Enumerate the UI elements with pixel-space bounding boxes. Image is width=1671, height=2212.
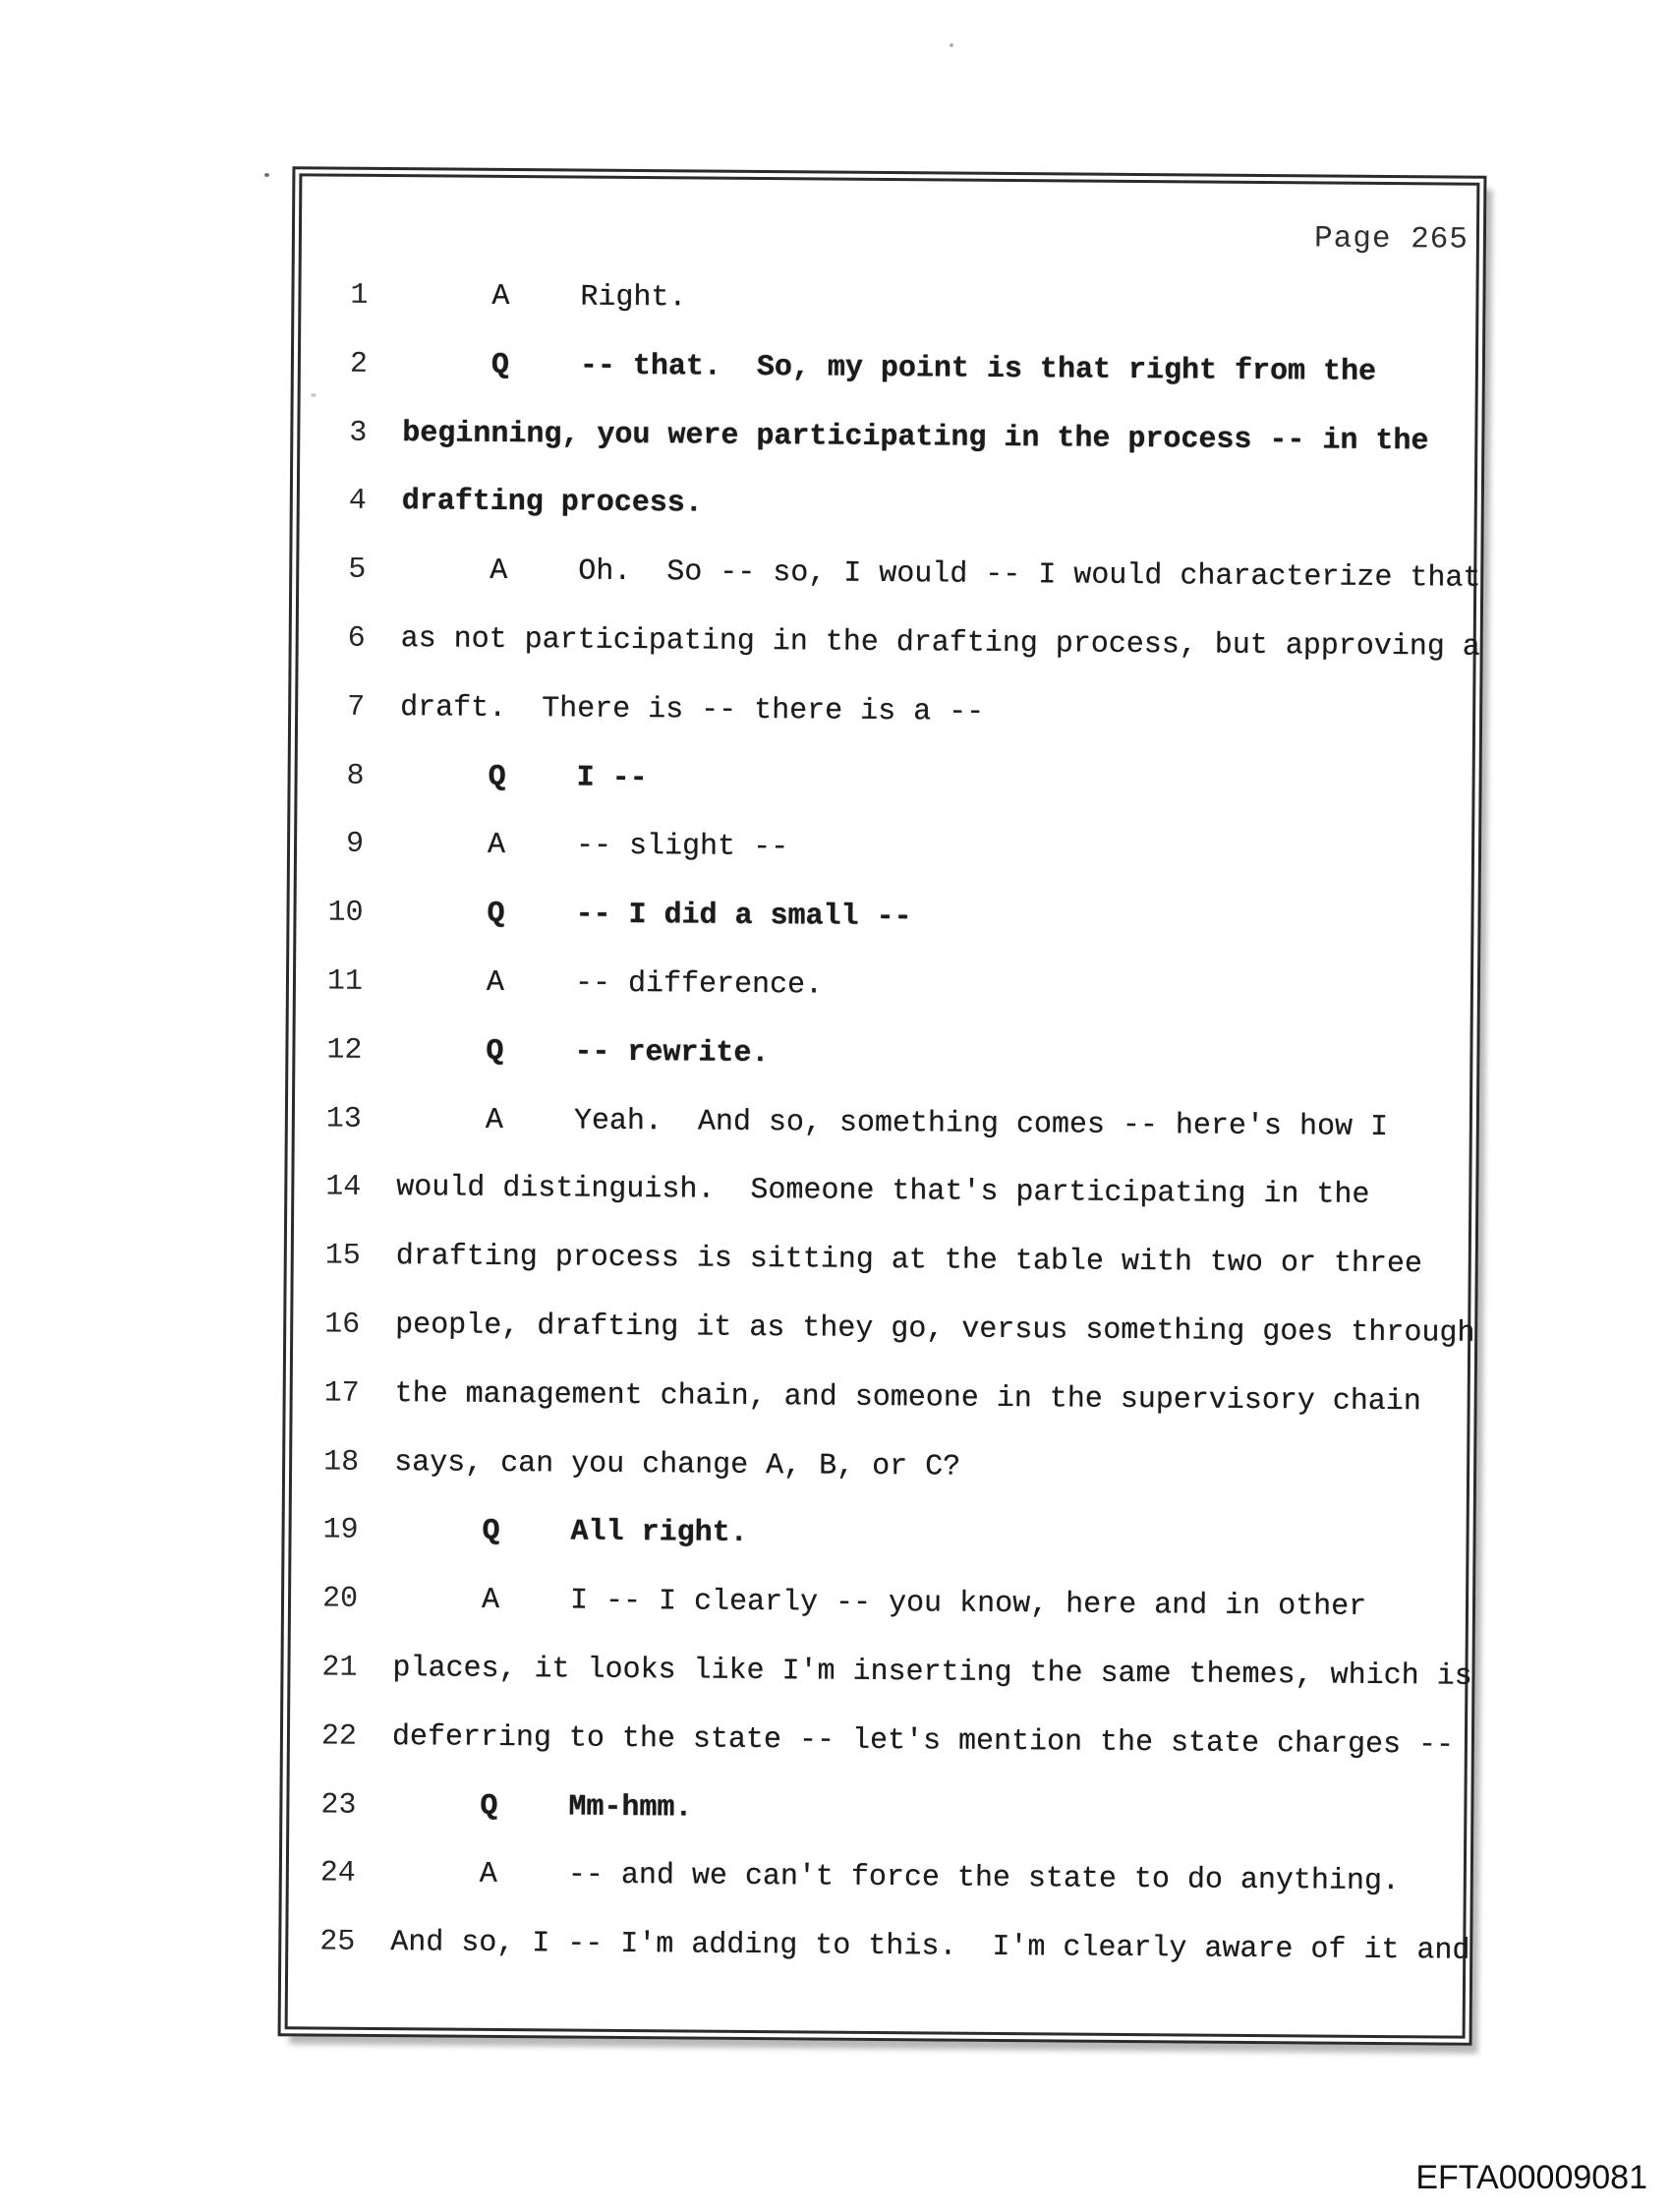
line-number: 13 bbox=[325, 1102, 363, 1136]
transcript-line bbox=[290, 1650, 1472, 1727]
line-text: A I -- I clearly -- you know, here and in other bbox=[392, 1583, 1367, 1625]
line-text: A -- slight -- bbox=[398, 828, 789, 865]
line-text: the management chain, and someone in the supervisory chain bbox=[394, 1376, 1421, 1420]
line-number: 4 bbox=[348, 485, 367, 519]
line-text: beginning, you were participating in the process -- in the bbox=[402, 416, 1429, 458]
transcript-line bbox=[294, 1101, 1469, 1179]
line-number: 9 bbox=[345, 828, 365, 862]
line-text: people, drafting it as they go, versus something goes through bbox=[395, 1309, 1475, 1351]
line-number: 6 bbox=[347, 621, 366, 656]
line-text: places, it looks like I'm inserting the same themes, which is bbox=[392, 1652, 1472, 1694]
transcript-body bbox=[288, 277, 1481, 2002]
line-number: 18 bbox=[322, 1445, 360, 1480]
scan-speck bbox=[950, 43, 953, 47]
transcript-line bbox=[288, 1924, 1470, 2002]
transcript-line bbox=[301, 346, 1476, 424]
line-number: 15 bbox=[324, 1239, 361, 1273]
line-text: A -- difference. bbox=[397, 965, 824, 1003]
line-text: Q -- I did a small -- bbox=[398, 897, 912, 935]
transcript-line bbox=[294, 1170, 1469, 1248]
transcript-line bbox=[293, 1238, 1469, 1315]
transcript-line bbox=[301, 277, 1476, 355]
line-number: 21 bbox=[321, 1651, 358, 1685]
line-number: 10 bbox=[327, 896, 364, 931]
line-number: 17 bbox=[323, 1376, 360, 1411]
transcript-line bbox=[292, 1375, 1468, 1453]
line-number: 23 bbox=[320, 1788, 357, 1823]
line-number: 11 bbox=[326, 964, 364, 999]
transcript-line bbox=[289, 1787, 1465, 1865]
transcript-line bbox=[291, 1581, 1467, 1659]
line-text: Q -- that. So, my point is that right from the bbox=[402, 347, 1377, 389]
line-text: A Oh. So -- so, I would -- I would characterize that bbox=[401, 553, 1481, 596]
transcript-line bbox=[288, 1856, 1464, 1934]
transcript-line bbox=[295, 1032, 1470, 1110]
line-text: drafting process is sitting at the table with two or three bbox=[395, 1240, 1423, 1282]
transcript-line bbox=[299, 553, 1481, 630]
line-number: 3 bbox=[349, 416, 368, 450]
line-text: Q Mm-hmm. bbox=[391, 1788, 693, 1826]
line-number: 14 bbox=[325, 1170, 362, 1205]
transcript-line bbox=[296, 895, 1471, 972]
transcript-line bbox=[292, 1444, 1468, 1522]
line-number: 5 bbox=[348, 553, 367, 588]
line-number: 1 bbox=[350, 278, 369, 313]
scan-speck bbox=[264, 173, 269, 177]
line-number: 8 bbox=[346, 759, 365, 793]
line-text: A Yeah. And so, something comes -- here's how I bbox=[396, 1102, 1389, 1144]
line-text: And so, I -- I'm adding to this. I'm clearly aware of it and bbox=[390, 1926, 1470, 1968]
transcript-line bbox=[299, 484, 1474, 561]
page-number: Page 265 bbox=[1313, 221, 1469, 258]
line-text: Q I -- bbox=[399, 759, 648, 795]
line-text: Q All right. bbox=[393, 1514, 748, 1551]
line-number: 12 bbox=[326, 1033, 363, 1068]
line-number: 19 bbox=[322, 1513, 359, 1548]
line-text: A Right. bbox=[403, 279, 687, 316]
line-number: 7 bbox=[347, 690, 366, 725]
transcript-line bbox=[298, 620, 1481, 698]
transcript-line bbox=[293, 1307, 1475, 1384]
line-number: 22 bbox=[320, 1719, 358, 1754]
line-number: 25 bbox=[319, 1925, 356, 1959]
transcript-line bbox=[291, 1513, 1467, 1591]
scan-speck bbox=[311, 393, 317, 397]
line-text: drafting process. bbox=[401, 485, 703, 521]
line-number: 24 bbox=[319, 1856, 356, 1892]
line-text: Q -- rewrite. bbox=[397, 1033, 770, 1071]
line-text: A -- and we can't force the state to do anything. bbox=[390, 1857, 1401, 1899]
line-text: as not participating in the drafting process, but approving a bbox=[400, 622, 1481, 665]
transcript-page bbox=[278, 166, 1487, 2045]
line-text: would distinguish. Someone that's participating in the bbox=[396, 1171, 1370, 1213]
line-text: deferring to the state -- let's mention the state charges -- bbox=[391, 1719, 1455, 1763]
bates-number: EFTA00009081 bbox=[1415, 2159, 1647, 2196]
transcript-line bbox=[296, 963, 1471, 1041]
line-number: 20 bbox=[321, 1582, 359, 1616]
line-text: says, can you change A, B, or C? bbox=[394, 1445, 961, 1484]
line-text: draft. There is -- there is a -- bbox=[400, 690, 985, 729]
transcript-line bbox=[290, 1718, 1466, 1796]
transcript-line bbox=[297, 758, 1472, 836]
transcript-line bbox=[298, 689, 1473, 767]
transcript-line bbox=[300, 415, 1475, 493]
line-number: 2 bbox=[349, 347, 369, 381]
transcript-line bbox=[297, 827, 1472, 904]
line-number: 16 bbox=[324, 1308, 361, 1342]
